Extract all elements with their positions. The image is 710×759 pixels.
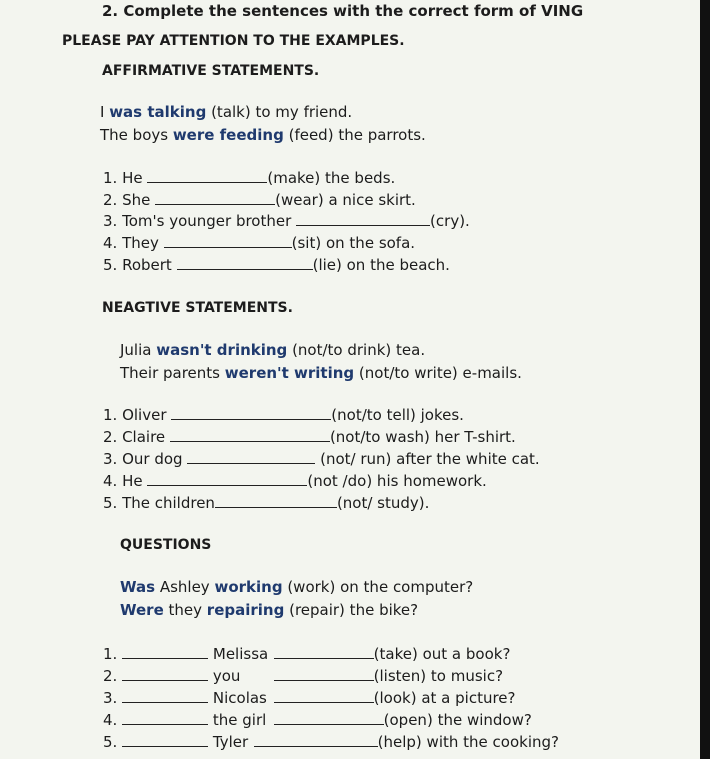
questions-heading: QUESTIONS — [120, 537, 212, 553]
answer-blank[interactable] — [274, 690, 374, 703]
affirmative-item: 3. Tom's younger brother (cry). — [103, 212, 470, 230]
answer-blank[interactable] — [171, 407, 331, 420]
negative-example-1: Julia wasn't drinking (not/to drink) tea. — [120, 341, 426, 359]
affirmative-example-2: The boys were feeding (feed) the parrots. — [100, 126, 426, 144]
answer-blank[interactable] — [274, 668, 374, 681]
question-item: 1. Melissa (take) out a book? — [103, 645, 511, 663]
answer-blank[interactable] — [187, 451, 315, 464]
negative-item: 4. He (not /do) his homework. — [103, 472, 487, 490]
answer-blank[interactable] — [122, 690, 208, 703]
answer-blank[interactable] — [296, 213, 430, 226]
affirmative-item: 1. He (make) the beds. — [103, 169, 396, 187]
negative-item: 5. The children (not/ study). — [103, 494, 430, 512]
exercise-title: 2. Complete the sentences with the correct form of VING — [102, 2, 584, 20]
notice-text: PLEASE PAY ATTENTION TO THE EXAMPLES. — [62, 33, 405, 49]
affirmative-item: 4. They (sit) on the sofa. — [103, 234, 416, 252]
negative-heading: NEAGTIVE STATEMENTS. — [102, 300, 293, 316]
question-item: 4. the girl (open) the window? — [103, 711, 532, 729]
answer-blank[interactable] — [177, 257, 313, 270]
answer-blank[interactable] — [164, 235, 292, 248]
answer-blank[interactable] — [170, 429, 330, 442]
affirmative-item: 2. She (wear) a nice skirt. — [103, 191, 416, 209]
affirmative-item: 5. Robert (lie) on the beach. — [103, 256, 450, 274]
affirmative-heading: AFFIRMATIVE STATEMENTS. — [102, 63, 320, 79]
answer-blank[interactable] — [155, 192, 275, 205]
question-item: 5. Tyler (help) with the cooking? — [103, 733, 559, 751]
negative-item: 1. Oliver (not/to tell) jokes. — [103, 406, 464, 424]
question-item: 2. you (listen) to music? — [103, 667, 504, 685]
answer-blank[interactable] — [147, 473, 307, 486]
negative-example-2: Their parents weren't writing (not/to write) e-mails. — [120, 364, 522, 382]
question-item: 3. Nicolas (look) at a picture? — [103, 689, 516, 707]
negative-item: 2. Claire (not/to wash) her T-shirt. — [103, 428, 516, 446]
right-border — [700, 0, 710, 759]
answer-blank[interactable] — [254, 734, 378, 747]
answer-blank[interactable] — [122, 712, 208, 725]
answer-blank[interactable] — [274, 712, 384, 725]
questions-example-1: Was Ashley working (work) on the computer? — [120, 578, 474, 596]
answer-blank[interactable] — [122, 668, 208, 681]
negative-item: 3. Our dog (not/ run) after the white cat. — [103, 450, 540, 468]
questions-example-2: Were they repairing (repair) the bike? — [120, 601, 419, 619]
answer-blank[interactable] — [147, 170, 267, 183]
answer-blank[interactable] — [122, 734, 208, 747]
answer-blank[interactable] — [274, 646, 374, 659]
answer-blank[interactable] — [122, 646, 208, 659]
answer-blank[interactable] — [215, 495, 337, 508]
affirmative-example-1: I was talking (talk) to my friend. — [100, 103, 353, 121]
